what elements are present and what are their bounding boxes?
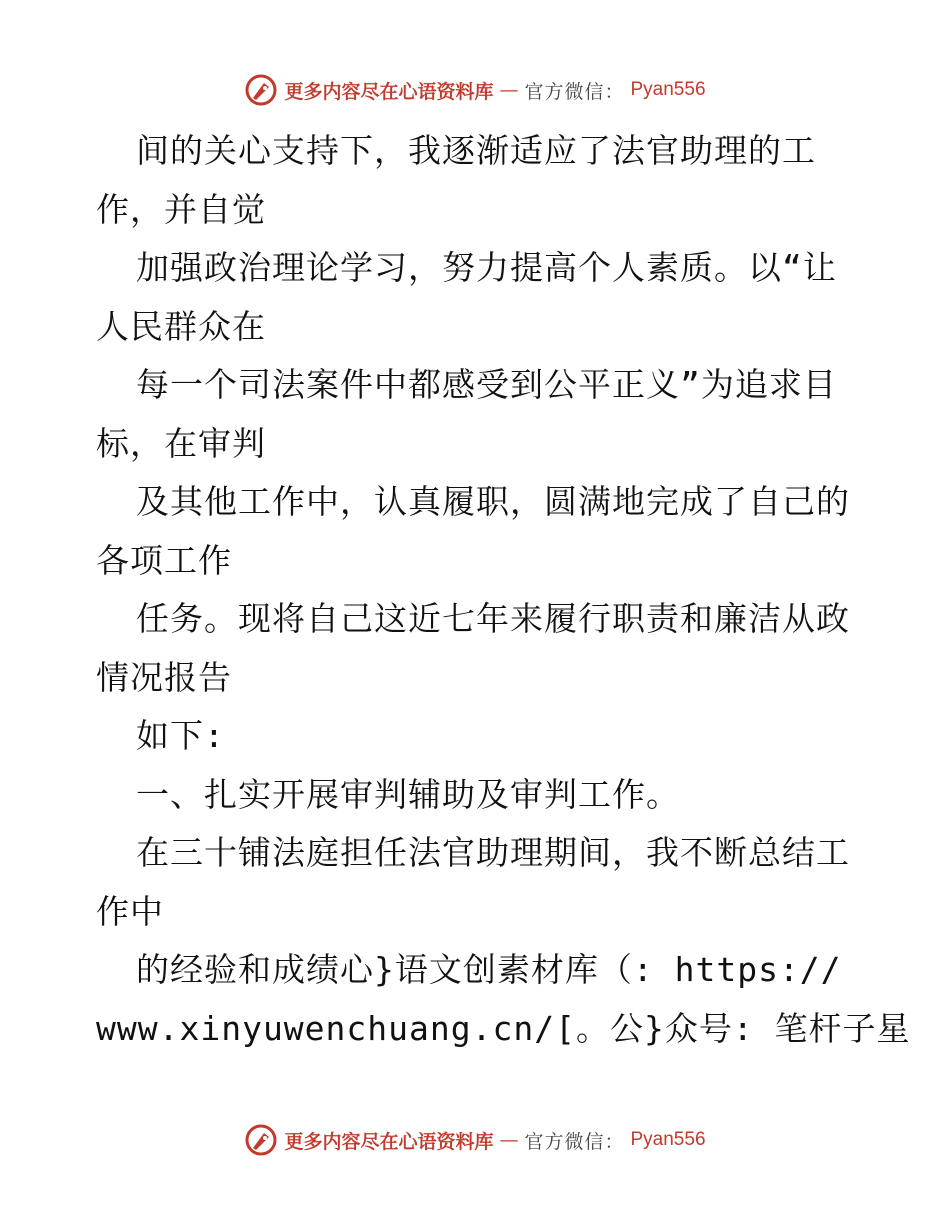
document-body: [96, 122, 911, 1058]
text-line: 每一个司法案件中都感受到公平正义”为追求目: [136, 365, 837, 404]
text-line: 标，在审判: [96, 423, 266, 463]
watermark-official-label: 官方微信：: [524, 80, 625, 103]
text-line: 人民群众在: [96, 306, 266, 346]
text-line: 各项工作: [96, 540, 232, 580]
watermark-brand: 更多内容尽在心语资料库: [284, 1130, 494, 1153]
watermark-brand: 更多内容尽在心语资料库: [284, 80, 494, 103]
text-line: 情况报告: [96, 657, 232, 697]
text-line: 如下:: [136, 716, 225, 755]
text-line: 间的关心支持下，我逐渐适应了法官助理的工: [136, 131, 816, 170]
watermark-wechat-id: Pyan556: [630, 79, 706, 100]
pen-nib-logo-icon: [244, 73, 278, 107]
watermark-official-label: 官方微信：: [524, 1130, 625, 1153]
text-line: 任务。现将自己这近七年来履行职责和廉洁从政: [136, 599, 850, 638]
text-line: 一、扎实开展审判辅助及审判工作。: [136, 774, 680, 814]
text-line: 在三十铺法庭担任法官助理期间，我不断总结工: [136, 833, 850, 872]
header-watermark: [0, 70, 950, 110]
pen-nib-logo-icon: [244, 1123, 278, 1157]
watermark-separator: —: [499, 1129, 519, 1151]
text-line: 的经验和成绩心}语文创素材库（: https://: [136, 950, 842, 989]
text-line: 加强政治理论学习，努力提高个人素质。以“让: [136, 248, 837, 287]
watermark-separator: —: [499, 79, 519, 101]
watermark-wechat-id: Pyan556: [630, 1129, 706, 1150]
text-line: www.xinyuwenchuang.cn/[。公}众号: 笔杆子星: [96, 1008, 911, 1048]
text-line: 作，并自觉: [96, 189, 266, 229]
text-line: 及其他工作中，认真履职，圆满地完成了自己的: [136, 482, 850, 521]
text-line: 作中: [96, 891, 164, 931]
footer-watermark: [0, 1120, 950, 1160]
